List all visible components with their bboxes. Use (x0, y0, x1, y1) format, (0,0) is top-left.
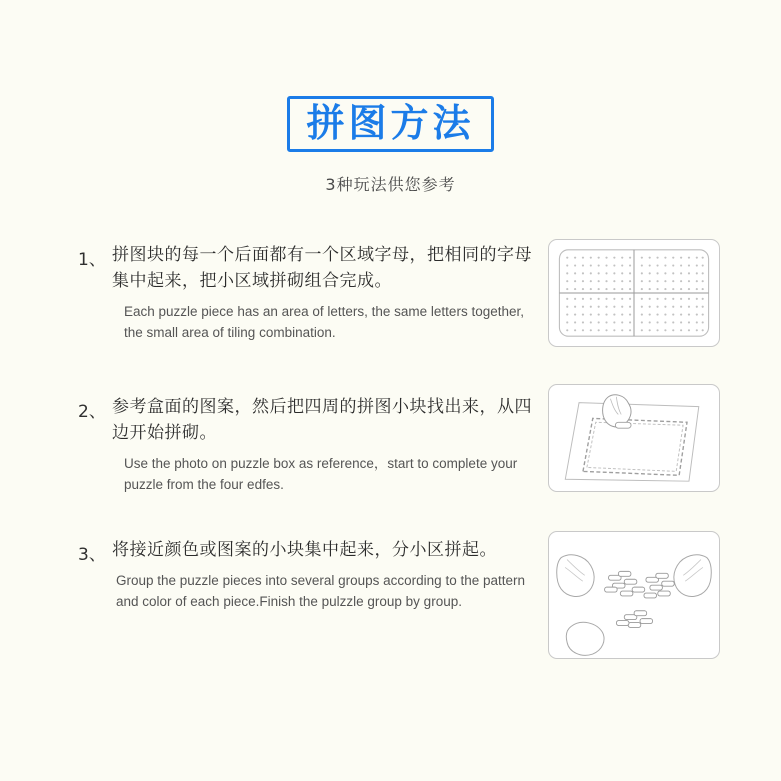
step-3-number: 3、 (78, 545, 106, 565)
step-1-text-cn: 拼图块的每一个后面都有一个区域字母，把相同的字母集中起来，把小区域拼砌组合完成。 (112, 245, 532, 291)
step-2-text-en: Use the photo on puzzle box as reference，start to complete your puzzle from the four edfes. (124, 455, 518, 492)
step-2-number: 2、 (78, 402, 106, 422)
step-3-figure (548, 531, 720, 659)
step-3-text-cn: 将接近颜色或图案的小块集中起来，分小区拼起。 (112, 540, 497, 560)
step-3-text-en: Group the puzzle pieces into several groups according to the pattern and color of each piece.Finish the pulzzle group by group. (116, 572, 525, 609)
step-1-figure (548, 239, 720, 347)
step-2-text-cn: 参考盒面的图案，然后把四周的拼图小块找出来，从四边开始拼砌。 (112, 397, 532, 443)
step-2-figure (548, 384, 720, 492)
page-title: 拼图方法 (306, 101, 475, 145)
step-3-body (112, 538, 542, 612)
step-1-text-en: Each puzzle piece has an area of letters, the same letters together, the small area of tiling combination. (124, 303, 524, 340)
step-2-body (112, 395, 542, 495)
title-container (0, 96, 781, 152)
hand-placing-border-pieces-icon (549, 385, 719, 491)
title-box (287, 96, 493, 152)
step-1-body (112, 243, 542, 343)
dotted-board-grid-icon (549, 240, 719, 346)
two-hands-sorting-pieces-icon (549, 532, 719, 658)
step-1-number: 1、 (78, 250, 106, 270)
page-subtitle: 3种玩法供您参考 (325, 175, 456, 194)
